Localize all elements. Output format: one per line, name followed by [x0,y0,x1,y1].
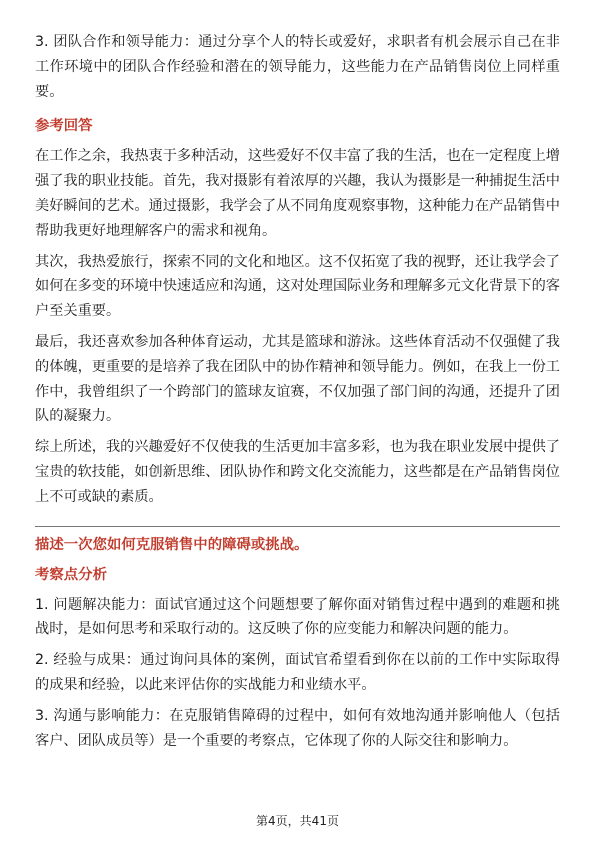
reference-paragraph: 在工作之余，我热衷于多种活动，这些爱好不仅丰富了我的生活，也在一定程度上增强了我的职业技能。首先，我对摄影有着浓厚的兴趣，我认为摄影是一种捕捉生活中美好瞬间的艺术。通过摄影，我学会了从不同角度观察事物，这种能力在产品销售中帮助我更好地理解客户的需求和视角。 [35,148,560,239]
reference-paragraph: 其次，我热爱旅行，探索不同的文化和地区。这不仅拓宽了我的视野，还让我学会了如何在多变的环境中快速适应和沟通，这对处理国际业务和理解多元文化背景下的客户至关重要。 [35,253,560,320]
analysis-heading: 考察点分析 [35,566,107,583]
section-divider [35,526,560,527]
page-number: 第4页，共41页 [256,814,339,828]
intro-point-3: 3. 团队合作和领导能力：通过分享个人的特长或爱好，求职者有机会展示自己在非工作环境中的团队合作经验和潜在的领导能力，这些能力在产品销售岗位上同样重要。 [35,34,560,100]
question-title: 描述一次您如何克服销售中的障碍或挑战。 [35,536,309,553]
analysis-point: 3. 沟通与影响能力：在克服销售障碍的过程中，如何有效地沟通并影响他人（包括客户、团队成员等）是一个重要的考察点，它体现了你的人际交往和影响力。 [35,707,560,749]
reference-paragraph: 综上所述，我的兴趣爱好不仅使我的生活更加丰富多彩，也为我在职业发展中提供了宝贵的软技能，如创新思维、团队协作和跨文化交流能力，这些都是在产品销售岗位上不可或缺的素质。 [35,439,560,505]
analysis-point: 1. 问题解决能力：面试官通过这个问题想要了解你面对销售过程中遇到的难题和挑战时，是如何思考和采取行动的。这反映了你的应变能力和解决问题的能力。 [35,596,560,638]
reference-paragraph: 最后，我还喜欢参加各种体育运动，尤其是篮球和游泳。这些体育活动不仅强健了我的体魄，更重要的是培养了我在团队中的协作精神和领导能力。例如，在我上一份工作中，我曾组织了一个跨部门的篮球友谊赛，不仅加强了部门间的沟通，还提升了团队的凝聚力。 [35,333,560,425]
reference-heading: 参考回答 [35,118,93,135]
analysis-point: 2. 经验与成果：通过询问具体的案例，面试官希望看到你在以前的工作中实际取得的成果和经验，以此来评估你的实战能力和业绩水平。 [35,652,560,693]
document-page [35,30,560,753]
